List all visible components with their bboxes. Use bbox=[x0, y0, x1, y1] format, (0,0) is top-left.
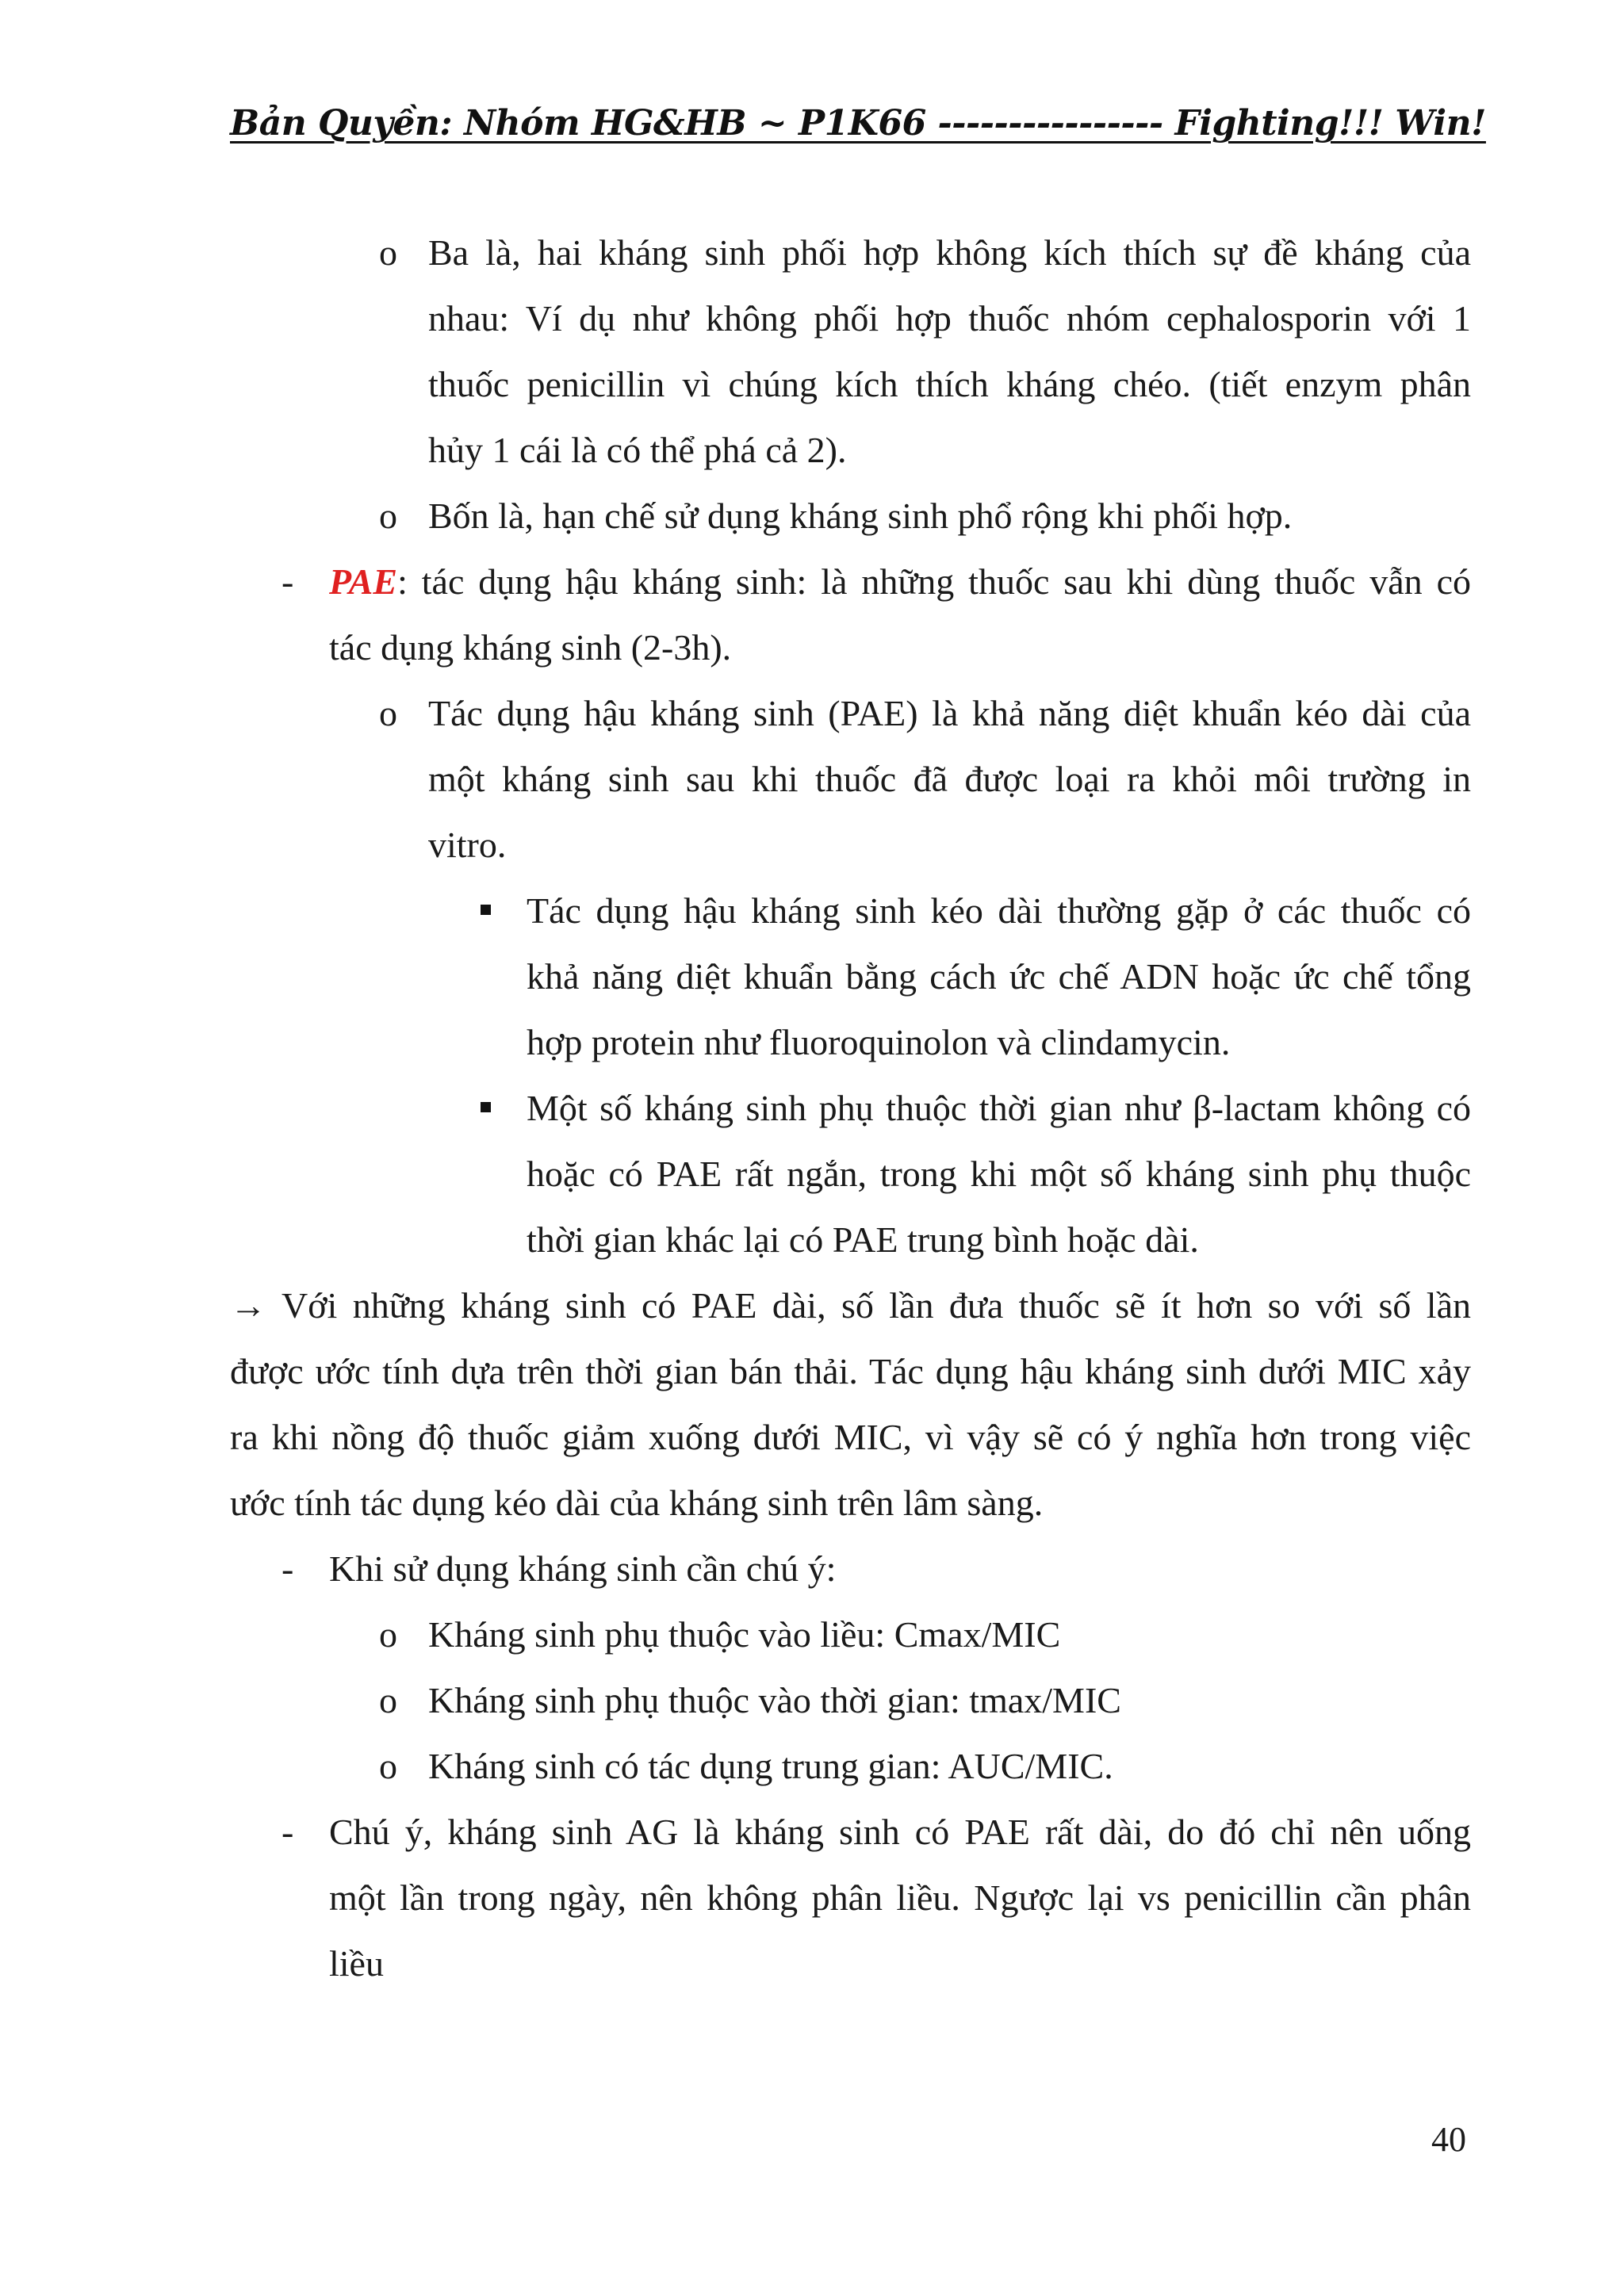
dash-marker: - bbox=[282, 561, 294, 602]
text-line: Tác dụng hậu kháng sinh (PAE) là khả năng diệt khuẩn kéo dài của bbox=[428, 693, 1471, 733]
text-line: hủy 1 cái là có thể phá cả 2). bbox=[428, 430, 847, 470]
sub-bullet-marker: o bbox=[379, 1680, 397, 1720]
text-line: Ba là, hai kháng sinh phối hợp không kích thích sự đề kháng của bbox=[428, 232, 1471, 273]
text-line: Kháng sinh phụ thuộc vào liều: Cmax/MIC bbox=[428, 1614, 1061, 1655]
text-line: Kháng sinh phụ thuộc vào thời gian: tmax/MIC bbox=[428, 1680, 1121, 1720]
text-line: Với những kháng sinh có PAE dài, số lần đưa thuốc sẽ ít hơn so với số lần bbox=[282, 1285, 1471, 1326]
text-line: Chú ý, kháng sinh AG là kháng sinh có PAE rất dài, do đó chỉ nên uống bbox=[329, 1812, 1471, 1852]
sub-bullet-marker: o bbox=[379, 693, 397, 733]
text-line: thuốc penicillin vì chúng kích thích kháng chéo. (tiết enzym phân bbox=[428, 364, 1471, 404]
text-line: ước tính tác dụng kéo dài của kháng sinh trên lâm sàng. bbox=[230, 1483, 1044, 1523]
text-line: được ước tính dựa trên thời gian bán thải. Tác dụng hậu kháng sinh dưới MIC xảy bbox=[230, 1351, 1471, 1391]
text-line: vitro. bbox=[428, 825, 507, 865]
dash-marker: - bbox=[282, 1812, 294, 1852]
sub-bullet-marker: o bbox=[379, 1746, 397, 1786]
text-line: khả năng diệt khuẩn bằng cách ức chế ADN hoặc ức chế tổng bbox=[527, 956, 1471, 997]
text-line: hoặc có PAE rất ngắn, trong khi một số kháng sinh phụ thuộc bbox=[527, 1154, 1471, 1194]
text-line: hợp protein như fluoroquinolon và clindamycin. bbox=[527, 1022, 1231, 1062]
sub-bullet-marker: o bbox=[379, 232, 397, 273]
page-header: Bản Quyền: Nhóm HG&HB ~ P1K66 ---------------- Fighting!!! Win! bbox=[230, 103, 1486, 144]
text-line: tác dụng kháng sinh (2-3h). bbox=[329, 627, 732, 668]
dash-marker: - bbox=[282, 1548, 294, 1589]
text-line: Tác dụng hậu kháng sinh kéo dài thường gặp ở các thuốc có bbox=[527, 890, 1471, 931]
text-line: nhau: Ví dụ như không phối hợp thuốc nhóm cephalosporin với 1 bbox=[428, 298, 1471, 339]
square-bullet-icon bbox=[481, 905, 491, 915]
page-number: 40 bbox=[1431, 2120, 1466, 2159]
text-line: một lần trong ngày, nên không phân liều. Ngược lại vs penicillin cần phân bbox=[329, 1877, 1471, 1918]
pae-paragraph-line bbox=[329, 549, 1471, 614]
arrow-icon: → bbox=[230, 1285, 266, 1326]
pae-term: PAE bbox=[329, 561, 398, 602]
text-line: Một số kháng sinh phụ thuộc thời gian như β-lactam không có bbox=[527, 1088, 1471, 1128]
sub-bullet-marker: o bbox=[379, 1614, 397, 1655]
text-line: Bốn là, hạn chế sử dụng kháng sinh phổ rộng khi phối hợp. bbox=[428, 496, 1293, 536]
sub-bullet-marker: o bbox=[379, 496, 397, 536]
text-line: thời gian khác lại có PAE trung bình hoặc dài. bbox=[527, 1219, 1199, 1260]
pae-definition: : tác dụng hậu kháng sinh: là những thuốc sau khi dùng thuốc vẫn có bbox=[397, 561, 1471, 602]
text-line: Kháng sinh có tác dụng trung gian: AUC/MIC. bbox=[428, 1746, 1113, 1786]
text-line: liều bbox=[329, 1943, 384, 1984]
text-line: một kháng sinh sau khi thuốc đã được loại ra khỏi môi trường in bbox=[428, 759, 1471, 799]
text-line: Khi sử dụng kháng sinh cần chú ý: bbox=[329, 1548, 837, 1589]
text-line: ra khi nồng độ thuốc giảm xuống dưới MIC, vì vậy sẽ có ý nghĩa hơn trong việc bbox=[230, 1417, 1471, 1457]
square-bullet-icon bbox=[481, 1102, 491, 1112]
